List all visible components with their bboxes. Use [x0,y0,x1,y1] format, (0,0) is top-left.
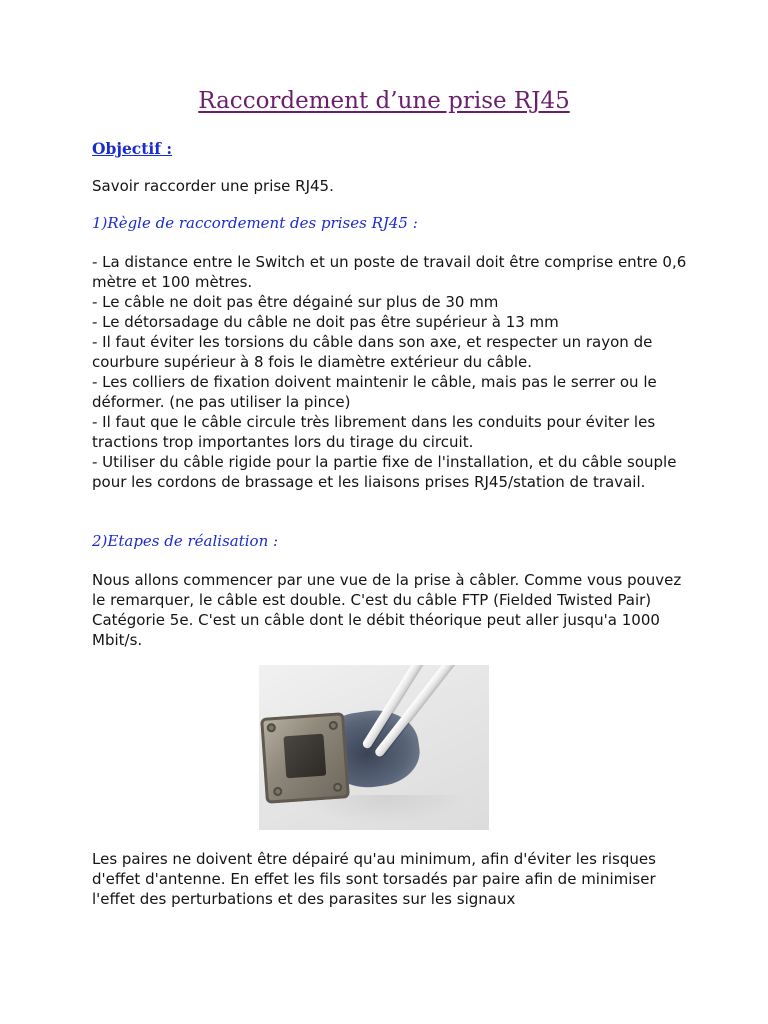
document-title: Raccordement d’une prise RJ45 [198,88,570,114]
socket-insert [283,734,326,779]
screw-icon [273,787,283,797]
rules-list [92,252,692,492]
screw-icon [267,723,277,733]
list-item: - Le détorsadage du câble ne doit pas être supérieur à 13 mm [92,313,559,331]
list-item: - Le câble ne doit pas être dégainé sur plus de 30 mm [92,293,499,311]
objectif-heading: Objectif : [92,139,173,158]
screw-icon [333,782,343,792]
rj45-socket-photo [259,665,489,830]
section2-intro: Nous allons commencer par une vue de la prise à câbler. Comme vous pouvez le remarquer, le câble est double. C'est du câble FTP (Fielded Twisted Pair) Catégorie 5e. C'est un câble dont le débit théorique peut aller jusqu'a 1000 Mbit/s. [92,571,682,649]
screw-icon [328,721,338,731]
objectif-text: Savoir raccorder une prise RJ45. [92,177,334,195]
section1-heading: 1)Règle de raccordement des prises RJ45 : [92,214,418,232]
list-item: - Il faut éviter les torsions du câble dans son axe, et respecter un rayon de courbure supérieur à 8 fois le diamètre extérieur du câble. [92,333,653,371]
list-item: - Il faut que le câble circule très librement dans les conduits pour éviter les tractions trop importantes lors du tirage du circuit. [92,413,656,451]
list-item: - La distance entre le Switch et un poste de travail doit être comprise entre 0,6 mètre et 100 mètres. [92,253,687,291]
section2-after-image: Les paires ne doivent être dépairé qu'au minimum, afin d'éviter les risques d'effet d'antenne. En effet les fils sont torsadés par paire afin de minimiser l'effet des perturbations et des parasites sur les signaux [92,850,656,908]
section2-heading: 2)Etapes de réalisation : [92,532,279,550]
list-item: - Utiliser du câble rigide pour la partie fixe de l'installation, et du câble souple pour les cordons de brassage et les liaisons prises RJ45/station de travail. [92,453,677,491]
list-item: - Les colliers de fixation doivent maintenir le câble, mais pas le serrer ou le déformer. (ne pas utiliser la pince) [92,373,657,411]
socket-plate [260,712,350,804]
